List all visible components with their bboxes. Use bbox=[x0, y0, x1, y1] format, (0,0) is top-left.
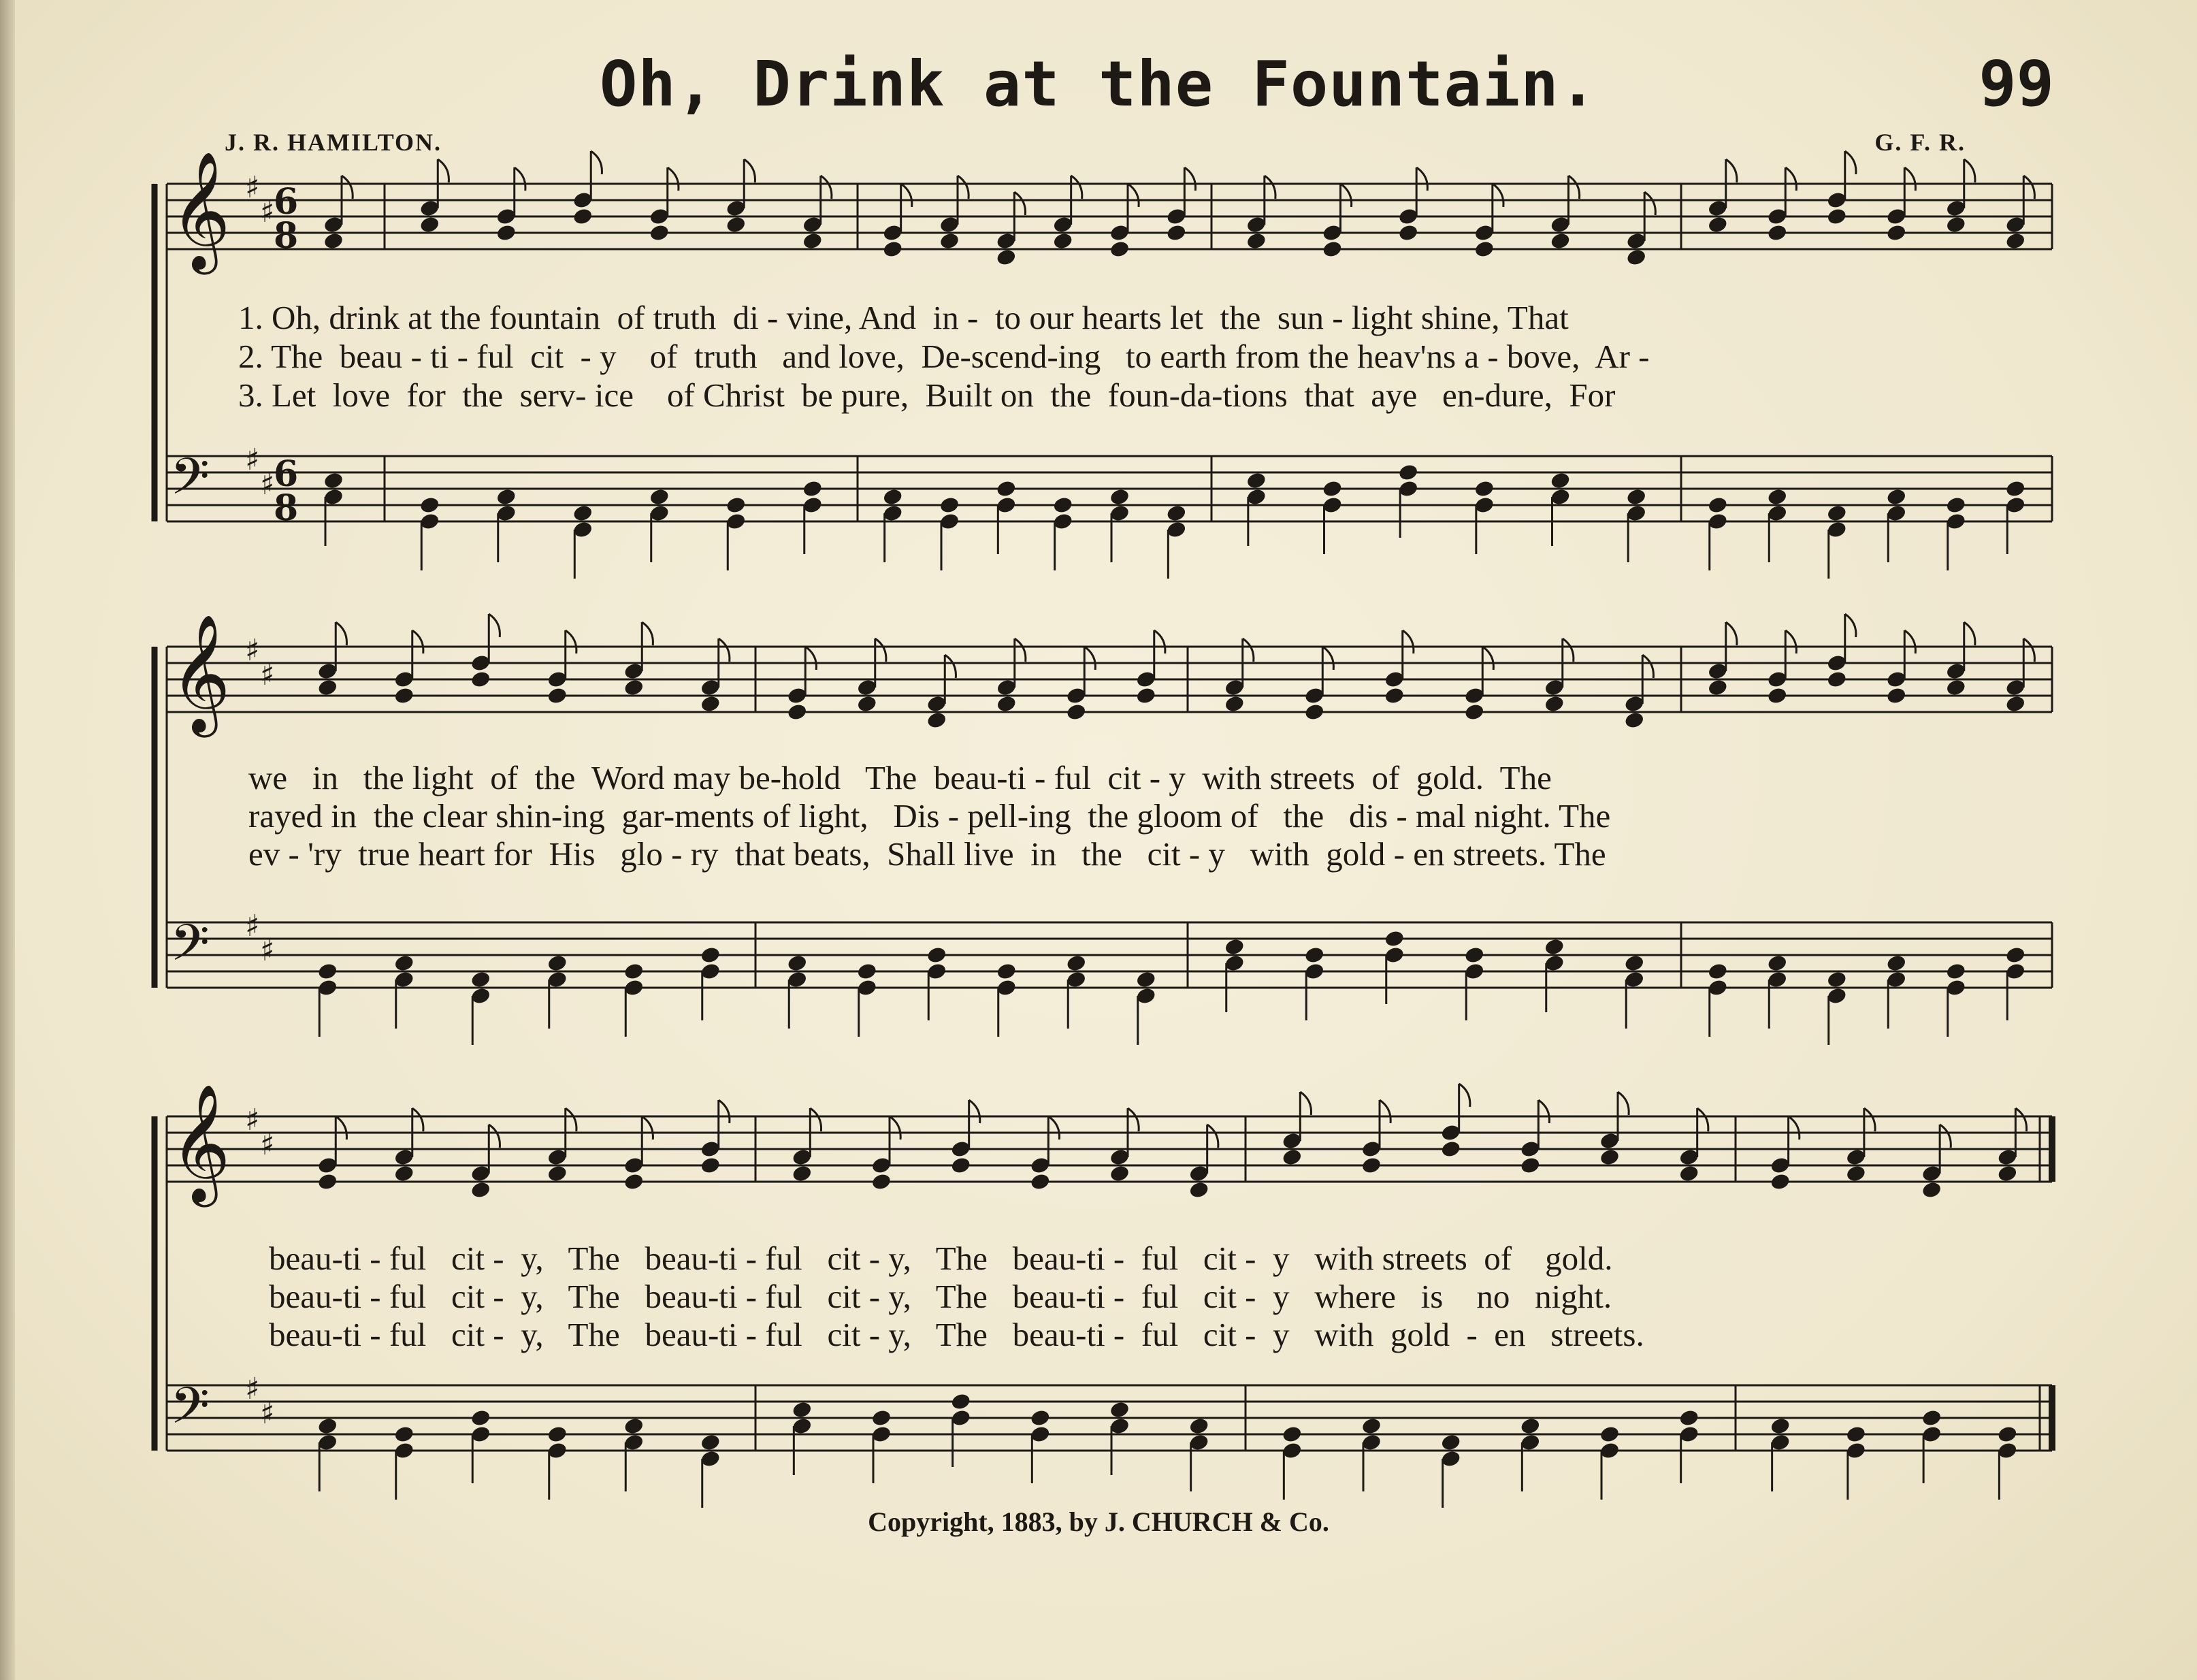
note-flag bbox=[744, 159, 755, 182]
note-flag bbox=[1014, 192, 1025, 215]
note-head bbox=[996, 694, 1017, 713]
note-head bbox=[1544, 694, 1565, 713]
note-flag bbox=[1940, 1125, 1951, 1148]
note-head bbox=[1826, 504, 1847, 523]
note-head bbox=[1945, 496, 1966, 515]
note-flag bbox=[1154, 630, 1165, 653]
sharp-icon: ♯ bbox=[245, 1372, 260, 1406]
lyric-verse-1-line-3: beau-ti - ful cit - y, The beau-ti - ful cit - y, The beau-ti - ful cit - y with streets of gold. bbox=[269, 1240, 1613, 1277]
time-signature-treble-bottom: 8 bbox=[274, 215, 299, 257]
lyric-verse-3-line-1: 3. Let love for the serv- ice of Christ be pure, Built on the foun-da-tions that aye en-dure, For bbox=[238, 376, 1616, 414]
lyric-verse-1-line-2: we in the light of the Word may be-hold The beau-ti - ful cit - y with streets of gold. The bbox=[248, 759, 1552, 796]
note-flag bbox=[1904, 167, 1915, 191]
time-signature-bass-bottom: 8 bbox=[274, 487, 299, 529]
note-head bbox=[1188, 1417, 1209, 1436]
sharp-icon: ♯ bbox=[260, 1127, 275, 1162]
note-flag bbox=[1644, 192, 1655, 215]
note-flag bbox=[1904, 630, 1915, 653]
lyric-verse-2-line-3: beau-ti - ful cit - y, The beau-ti - ful cit - y, The beau-ti - ful cit - y where is no night. bbox=[269, 1278, 1612, 1315]
note-flag bbox=[1785, 167, 1796, 191]
note-head bbox=[1997, 1425, 2018, 1444]
lyric-verse-2-line-1: 2. The beau - ti - ful cit - y of truth and love, De-scend-ing to earth from the heav'ns a - bove, Ar - bbox=[238, 338, 1650, 375]
note-head bbox=[1304, 946, 1325, 965]
note-head bbox=[470, 1408, 491, 1427]
note-flag bbox=[1128, 184, 1139, 207]
note-flag bbox=[1459, 1084, 1470, 1107]
note-flag bbox=[805, 647, 816, 670]
note-head bbox=[1109, 1400, 1130, 1419]
note-head bbox=[1767, 686, 1788, 705]
time-signature-treble-top: 6 bbox=[274, 181, 299, 223]
note-head bbox=[2005, 231, 2026, 251]
note-head bbox=[882, 240, 903, 259]
sharp-icon: ♯ bbox=[260, 933, 275, 968]
note-head bbox=[996, 962, 1017, 981]
lyric-verse-3-line-3: beau-ti - ful cit - y, The beau-ti - ful cit - y, The beau-ti - ful cit - y with gold - en streets. bbox=[269, 1316, 1644, 1353]
note-flag bbox=[336, 622, 346, 645]
note-flag bbox=[1569, 176, 1580, 199]
note-head bbox=[1921, 1408, 1942, 1427]
note-flag bbox=[1538, 1100, 1549, 1123]
note-head bbox=[792, 1164, 813, 1183]
note-head bbox=[1626, 248, 1647, 267]
note-head bbox=[1322, 240, 1343, 259]
note-head bbox=[1398, 463, 1419, 482]
note-flag bbox=[890, 1116, 900, 1140]
sharp-icon: ♯ bbox=[260, 467, 275, 502]
note-flag bbox=[1845, 614, 1856, 637]
note-flag bbox=[412, 630, 423, 653]
note-flag bbox=[875, 639, 886, 662]
note-head bbox=[1826, 670, 1847, 689]
note-head bbox=[317, 962, 338, 981]
note-flag bbox=[945, 655, 956, 678]
note-head bbox=[1845, 1425, 1866, 1444]
note-flag bbox=[642, 622, 653, 645]
note-head bbox=[1945, 215, 1966, 234]
note-head bbox=[2005, 694, 2026, 713]
note-flag bbox=[1071, 176, 1082, 199]
note-head bbox=[726, 215, 747, 234]
note-flag bbox=[1015, 639, 1026, 662]
note-head bbox=[1886, 487, 1907, 506]
note-flag bbox=[1845, 151, 1856, 174]
note-flag bbox=[2015, 1108, 2026, 1131]
note-head bbox=[649, 223, 670, 242]
time-signature-bass-top: 6 bbox=[274, 453, 299, 495]
note-head bbox=[1384, 686, 1405, 705]
note-head bbox=[1398, 223, 1419, 242]
note-flag bbox=[2023, 176, 2034, 199]
note-head bbox=[950, 1392, 971, 1411]
note-flag bbox=[1482, 647, 1493, 670]
page-number: 99 bbox=[1979, 48, 2054, 120]
note-flag bbox=[1403, 630, 1414, 653]
note-head bbox=[950, 1156, 971, 1175]
lyric-verse-1-line-1: 1. Oh, drink at the fountain of truth di - vine, And in - to our hearts let the sun - light shine, That bbox=[238, 299, 1569, 336]
note-head bbox=[1224, 694, 1245, 713]
note-head bbox=[996, 479, 1017, 498]
note-flag bbox=[1964, 159, 1975, 182]
treble-clef-icon: 𝄞 bbox=[170, 1084, 231, 1202]
note-flag bbox=[591, 151, 602, 174]
note-flag bbox=[1726, 159, 1737, 182]
treble-clef-icon: 𝄞 bbox=[170, 151, 231, 270]
note-head bbox=[1770, 1417, 1791, 1436]
note-flag bbox=[1493, 184, 1503, 207]
note-head bbox=[1304, 702, 1325, 722]
note-flag bbox=[821, 176, 832, 199]
note-flag bbox=[1789, 1116, 1800, 1140]
note-head bbox=[700, 1433, 721, 1452]
note-flag bbox=[969, 1100, 980, 1123]
note-head bbox=[1030, 1172, 1051, 1191]
note-flag bbox=[719, 639, 730, 662]
note-head bbox=[1945, 962, 1966, 981]
sharp-icon: ♯ bbox=[260, 658, 275, 692]
note-head bbox=[623, 962, 645, 981]
note-head bbox=[1886, 686, 1907, 705]
lyric-verse-3-line-2: ev - 'ry true heart for His glo - ry that beats, Shall live in the cit - y with gold - en streets. The bbox=[248, 835, 1606, 873]
note-head bbox=[1678, 1164, 1699, 1183]
note-head bbox=[1826, 207, 1847, 226]
note-head bbox=[792, 1400, 813, 1419]
bass-clef-icon: 𝄢 bbox=[170, 914, 210, 985]
note-head bbox=[1464, 702, 1485, 722]
note-head bbox=[787, 954, 808, 973]
note-head bbox=[1066, 702, 1087, 722]
note-head bbox=[623, 1417, 645, 1436]
note-head bbox=[572, 207, 593, 226]
copyright-notice: Copyright, 1883, by J. CHURCH & Co. bbox=[868, 1506, 1329, 1537]
sharp-icon: ♯ bbox=[260, 195, 275, 229]
note-head bbox=[323, 471, 344, 490]
note-head bbox=[1599, 1148, 1620, 1167]
note-head bbox=[1052, 496, 1073, 515]
sharp-icon: ♯ bbox=[245, 1103, 260, 1137]
note-head bbox=[1066, 954, 1087, 973]
note-head bbox=[419, 215, 440, 234]
note-head bbox=[1921, 1180, 1942, 1199]
note-flag bbox=[1618, 1092, 1629, 1115]
note-flag bbox=[1128, 1108, 1139, 1131]
note-head bbox=[1626, 487, 1647, 506]
note-flag bbox=[810, 1108, 821, 1131]
note-head bbox=[1767, 954, 1788, 973]
note-head bbox=[1384, 929, 1405, 948]
note-head bbox=[1135, 686, 1156, 705]
note-flag bbox=[1084, 647, 1095, 670]
note-head bbox=[802, 231, 823, 251]
note-head bbox=[393, 1164, 414, 1183]
note-head bbox=[870, 1408, 892, 1427]
note-head bbox=[856, 694, 877, 713]
note-flag bbox=[1300, 1092, 1311, 1115]
note-head bbox=[393, 954, 414, 973]
note-head bbox=[1135, 970, 1156, 989]
sharp-icon: ♯ bbox=[245, 633, 260, 668]
note-head bbox=[926, 946, 947, 965]
note-head bbox=[1550, 471, 1571, 490]
note-flag bbox=[1184, 167, 1195, 191]
note-flag bbox=[489, 1125, 500, 1148]
note-head bbox=[419, 496, 440, 515]
composer-credit: G. F. R. bbox=[1874, 129, 1966, 156]
note-head bbox=[1440, 1433, 1461, 1452]
note-head bbox=[649, 487, 670, 506]
note-head bbox=[1845, 1164, 1866, 1183]
note-head bbox=[323, 231, 344, 251]
note-head bbox=[726, 496, 747, 515]
note-head bbox=[1707, 496, 1728, 515]
treble-clef-icon: 𝄞 bbox=[170, 614, 231, 732]
note-head bbox=[2005, 946, 2026, 965]
note-head bbox=[700, 694, 721, 713]
note-head bbox=[1224, 937, 1245, 956]
note-flag bbox=[1380, 1100, 1390, 1123]
note-head bbox=[1361, 1156, 1382, 1175]
note-flag bbox=[1207, 1125, 1218, 1148]
note-head bbox=[1030, 1408, 1051, 1427]
note-flag bbox=[1416, 167, 1427, 191]
lyric-verse-2-line-2: rayed in the clear shin-ing gar-ments of light, Dis - pell-ing the gloom of the dis - mal night. The bbox=[248, 797, 1611, 835]
note-head bbox=[572, 504, 593, 523]
note-head bbox=[547, 1164, 568, 1183]
note-flag bbox=[438, 159, 449, 182]
note-head bbox=[939, 231, 960, 251]
note-head bbox=[495, 223, 517, 242]
note-head bbox=[317, 678, 338, 697]
note-head bbox=[547, 954, 568, 973]
note-head bbox=[1166, 504, 1187, 523]
note-head bbox=[1520, 1156, 1541, 1175]
note-head bbox=[1624, 711, 1645, 730]
note-head bbox=[1109, 240, 1130, 259]
note-head bbox=[393, 686, 414, 705]
note-flag bbox=[1265, 176, 1275, 199]
note-head bbox=[1945, 678, 1966, 697]
sharp-icon: ♯ bbox=[245, 170, 260, 205]
bass-clef-icon: 𝄢 bbox=[170, 447, 210, 519]
note-head bbox=[1361, 1417, 1382, 1436]
note-head bbox=[1474, 479, 1495, 498]
note-head bbox=[1544, 937, 1565, 956]
note-flag bbox=[1697, 1108, 1708, 1131]
note-head bbox=[1997, 1164, 2018, 1183]
note-head bbox=[700, 1156, 721, 1175]
note-head bbox=[1440, 1140, 1461, 1159]
note-flag bbox=[1726, 622, 1737, 645]
note-flag bbox=[668, 167, 679, 191]
note-head bbox=[547, 686, 568, 705]
note-flag bbox=[342, 176, 353, 199]
note-head bbox=[1282, 1425, 1303, 1444]
note-head bbox=[547, 1425, 568, 1444]
note-head bbox=[1550, 231, 1571, 251]
note-flag bbox=[412, 1108, 423, 1131]
note-head bbox=[1767, 223, 1788, 242]
note-head bbox=[1599, 1425, 1620, 1444]
note-head bbox=[1707, 215, 1728, 234]
note-head bbox=[1767, 487, 1788, 506]
note-flag bbox=[1048, 1116, 1059, 1140]
note-flag bbox=[1642, 655, 1653, 678]
sharp-icon: ♯ bbox=[260, 1396, 275, 1431]
note-head bbox=[882, 487, 903, 506]
note-head bbox=[1052, 231, 1073, 251]
note-head bbox=[1246, 231, 1267, 251]
note-head bbox=[1770, 1172, 1791, 1191]
note-head bbox=[1520, 1417, 1541, 1436]
note-head bbox=[623, 678, 645, 697]
note-flag bbox=[1243, 639, 1254, 662]
note-head bbox=[1322, 479, 1343, 498]
note-head bbox=[939, 496, 960, 515]
note-head bbox=[1474, 240, 1495, 259]
note-flag bbox=[1785, 630, 1796, 653]
note-flag bbox=[1964, 622, 1975, 645]
note-head bbox=[1886, 954, 1907, 973]
note-flag bbox=[1864, 1108, 1875, 1131]
note-head bbox=[1282, 1148, 1303, 1167]
note-head bbox=[787, 702, 808, 722]
note-flag bbox=[336, 1116, 346, 1140]
note-flag bbox=[2023, 639, 2034, 662]
note-head bbox=[470, 1180, 491, 1199]
note-head bbox=[926, 711, 947, 730]
sharp-icon: ♯ bbox=[245, 909, 260, 943]
song-title: Oh, Drink at the Fountain. bbox=[599, 48, 1598, 120]
note-head bbox=[2005, 479, 2026, 498]
note-flag bbox=[958, 176, 969, 199]
note-flag bbox=[1322, 647, 1333, 670]
note-head bbox=[1464, 946, 1485, 965]
note-head bbox=[1826, 970, 1847, 989]
note-flag bbox=[901, 184, 912, 207]
note-head bbox=[1886, 223, 1907, 242]
note-head bbox=[470, 670, 491, 689]
note-head bbox=[1678, 1408, 1699, 1427]
note-flag bbox=[566, 1108, 576, 1131]
note-head bbox=[1246, 471, 1267, 490]
note-head bbox=[1707, 678, 1728, 697]
note-head bbox=[495, 487, 517, 506]
note-flag bbox=[566, 630, 576, 653]
note-head bbox=[1166, 223, 1187, 242]
note-head bbox=[1188, 1180, 1209, 1199]
note-head bbox=[470, 970, 491, 989]
note-flag bbox=[719, 1100, 730, 1123]
note-head bbox=[870, 1172, 892, 1191]
note-head bbox=[393, 1425, 414, 1444]
note-head bbox=[996, 248, 1017, 267]
sharp-icon: ♯ bbox=[245, 442, 260, 477]
note-head bbox=[317, 1172, 338, 1191]
note-head bbox=[856, 962, 877, 981]
note-flag bbox=[642, 1116, 653, 1140]
lyricist-credit: J. R. HAMILTON. bbox=[225, 129, 442, 156]
bass-clef-icon: 𝄢 bbox=[170, 1376, 210, 1448]
note-head bbox=[1707, 962, 1728, 981]
note-head bbox=[1109, 1164, 1130, 1183]
note-head bbox=[1109, 487, 1130, 506]
note-head bbox=[1624, 954, 1645, 973]
note-head bbox=[317, 1417, 338, 1436]
note-flag bbox=[1341, 184, 1352, 207]
note-flag bbox=[515, 167, 525, 191]
note-flag bbox=[489, 614, 500, 637]
note-head bbox=[700, 946, 721, 965]
note-flag bbox=[1563, 639, 1574, 662]
note-head bbox=[802, 479, 823, 498]
note-head bbox=[623, 1172, 645, 1191]
